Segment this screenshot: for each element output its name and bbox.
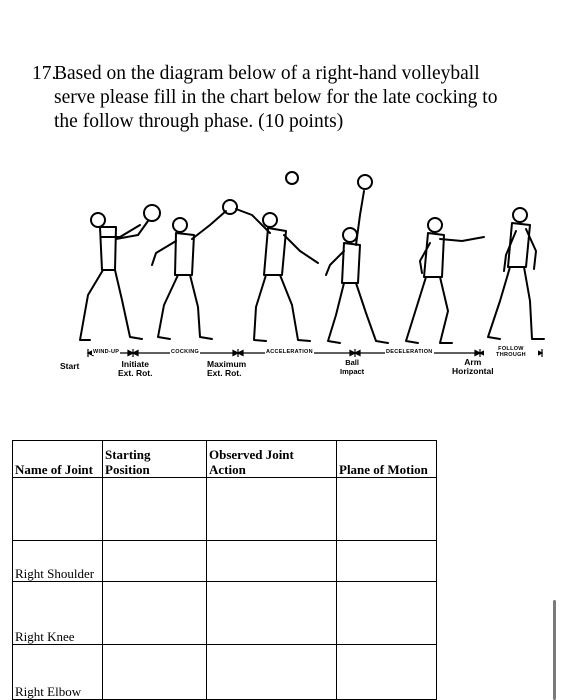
figure-1 xyxy=(80,205,160,340)
figure-3 xyxy=(236,209,318,341)
table-header-row xyxy=(13,441,437,478)
label-initiate-ext-rot: Initiate Ext. Rot. xyxy=(118,359,153,378)
question-text xyxy=(32,62,547,134)
table-row xyxy=(13,645,437,700)
question-line-1: 17.Based on the diagram below of a right-hand volleyball xyxy=(32,63,480,84)
cell-starting-position[interactable] xyxy=(103,478,207,541)
label-arm-horizontal: Arm Horizontal xyxy=(452,357,494,376)
volleyball-serve-diagram xyxy=(60,165,545,390)
label-maximum-ext-rot: Maximum Ext. Rot. xyxy=(207,359,247,378)
cell-plane[interactable] xyxy=(337,582,437,645)
header-observed-joint-action: Observed Joint Action xyxy=(207,441,337,478)
phase-windup: WIND-UP xyxy=(93,349,120,355)
header-name-of-joint: Name of Joint xyxy=(13,441,103,478)
label-start: Start xyxy=(60,361,80,371)
table-row xyxy=(13,541,437,582)
table-row xyxy=(13,582,437,645)
cell-joint: Right Elbow xyxy=(13,645,103,700)
phase-follow-through: FOLLOW THROUGH xyxy=(484,346,538,358)
cell-joint[interactable] xyxy=(13,478,103,541)
question-line-2: serve please fill in the chart below for the late cocking to xyxy=(54,87,498,108)
phase-bar xyxy=(88,349,542,357)
cell-plane[interactable] xyxy=(337,645,437,700)
phase-cocking: COCKING xyxy=(171,349,200,355)
figure-2 xyxy=(152,200,237,339)
cell-joint: Right Knee xyxy=(13,582,103,645)
question-number: 17. xyxy=(32,63,57,84)
joint-action-chart xyxy=(12,440,437,700)
figure-5 xyxy=(406,218,484,343)
cell-observed-action[interactable] xyxy=(207,582,337,645)
header-plane-of-motion: Plane of Motion xyxy=(337,441,437,478)
cell-plane[interactable] xyxy=(337,541,437,582)
label-ball-impact: Ball Impact xyxy=(340,358,365,376)
question-line-3: the follow through phase. (10 points) xyxy=(54,111,344,132)
ball-toss-icon xyxy=(286,172,298,184)
cell-observed-action[interactable] xyxy=(207,478,337,541)
phase-deceleration: DECELERATION xyxy=(386,349,433,355)
cell-observed-action[interactable] xyxy=(207,645,337,700)
figure-6 xyxy=(488,208,544,339)
header-starting-position: Starting Position xyxy=(103,441,207,478)
cell-observed-action[interactable] xyxy=(207,541,337,582)
phase-acceleration: ACCELERATION xyxy=(266,349,313,355)
figure-4 xyxy=(326,175,388,343)
cell-plane[interactable] xyxy=(337,478,437,541)
cell-starting-position[interactable] xyxy=(103,541,207,582)
cell-starting-position[interactable] xyxy=(103,645,207,700)
cell-joint: Right Shoulder xyxy=(13,541,103,582)
vertical-scrollbar[interactable] xyxy=(553,600,556,700)
cell-starting-position[interactable] xyxy=(103,582,207,645)
table-row xyxy=(13,478,437,541)
